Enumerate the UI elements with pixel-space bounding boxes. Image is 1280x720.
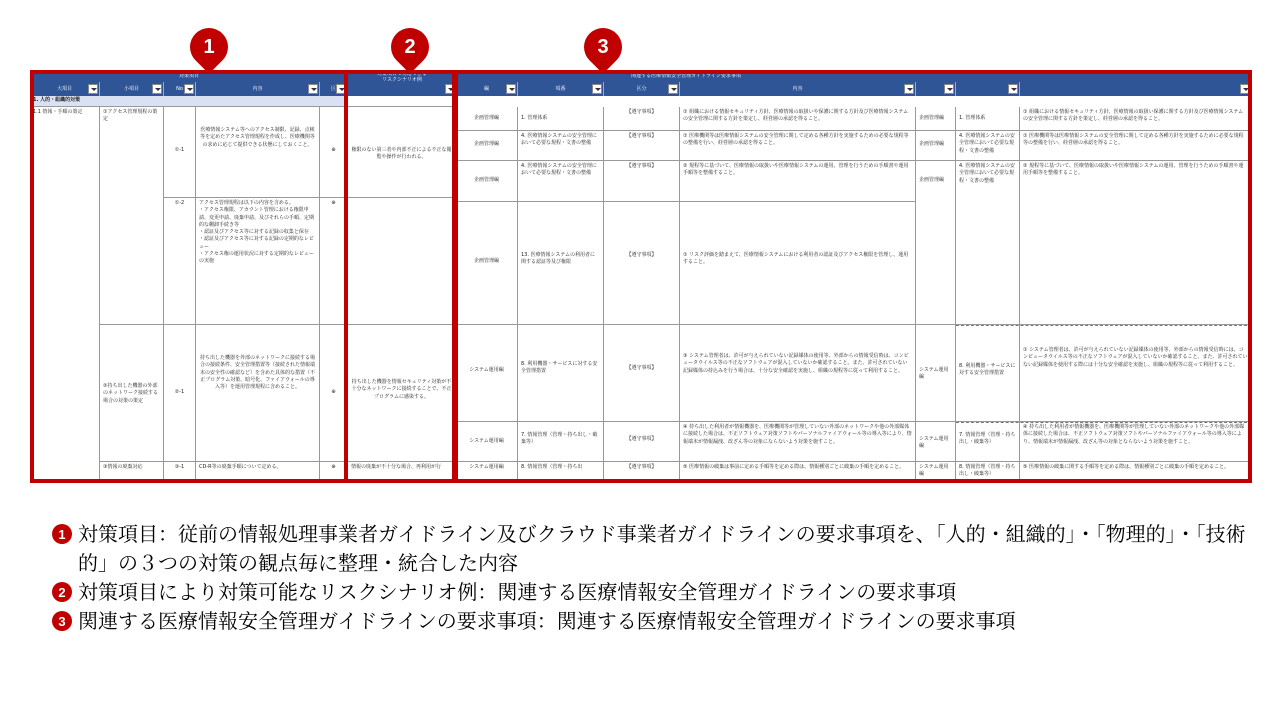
legend-number-1: 1	[52, 524, 72, 544]
legend-text-1: 対策項目：従前の情報処理事業者ガイドライン及びクラウド事業者ガイドラインの要求事項を、「人的・組織的」・「物理的」・「技術的」の３つの対策の観点毎に整理・統合した内容	[78, 522, 1246, 575]
req-naiyou: ② 規程等に基づいて、医療情報の取扱いや医療情報システムの運用、管理を行うための手順書や運用手順等を整備すること。	[680, 161, 916, 202]
item-mark: ⊕	[320, 462, 348, 483]
col-header-hen[interactable]	[456, 82, 518, 96]
filter-dropdown-icon[interactable]	[1008, 84, 1018, 94]
risk-scenario-empty	[348, 198, 456, 325]
req-kubun: 【遵守事項】	[604, 422, 680, 462]
section-label: 1. 人的・組織的対策	[30, 96, 348, 107]
extra-b: 7. 情報管理（管理・持ち出し・破棄等）	[956, 422, 1020, 462]
filter-dropdown-icon[interactable]	[944, 84, 954, 94]
col-header-hen-label: 編	[483, 86, 489, 92]
req-kubun: 【遵守事項】	[604, 161, 680, 202]
item-content: CD-R等の廃棄手順について定める。	[196, 462, 320, 483]
extra-a: システム運用編	[916, 462, 956, 483]
col-header-extra-a[interactable]	[916, 82, 956, 96]
filter-dropdown-icon[interactable]	[592, 84, 602, 94]
extra-c: ② 規程等に基づいて、医療情報の取扱いや医療情報システムの運用、管理を行うための手順書や運用手順等を整備すること。	[1020, 161, 1252, 325]
col-header-kubun2[interactable]	[604, 82, 680, 96]
extra-c: ① 医療機関等は医療情報システムの安全管理に関して定める各種方針を実施するために必要な規程等の整備を行い、経営層の承認を得ること。	[1020, 131, 1252, 161]
col-header-risk[interactable]	[348, 82, 456, 96]
legend-text-3: 関連する医療情報安全管理ガイドラインの要求事項：関連する医療情報安全管理ガイドラインの要求事項	[78, 609, 1016, 633]
req-kouban: 8. 情報管理（管理・持ち出	[518, 462, 604, 483]
req-naiyou: ① リスク評価を踏まえて、医療情報システムにおける利用者の認証及びアクセス権限を管理し、運用すること。	[680, 202, 916, 325]
req-kouban: 13. 医療情報システムの利用者に関する認証等及び権限	[518, 202, 604, 325]
req-naiyou: ① 組織における情報セキュリティ方針、医療情報の取扱いや保護に関する方針及び医療情報システムの安全管理に関する方針を策定し、経営層の承認を得ること。	[680, 107, 916, 131]
req-hen: システム運用編	[456, 422, 518, 462]
filter-dropdown-icon[interactable]	[506, 84, 516, 94]
group-header-guideline: 関連する医療情報安全管理ガイドライン要求事項	[456, 70, 916, 82]
extra-a: 企画管理編	[916, 161, 956, 325]
col-header-kubun-label: 区	[330, 86, 336, 92]
item-no: ①-2	[164, 198, 196, 325]
spreadsheet	[30, 70, 1252, 483]
filter-dropdown-icon[interactable]	[445, 84, 455, 94]
req-kouban: 4. 医療情報システムの安全管理において必要な規程・文書の整備	[518, 131, 604, 161]
item-mark: ⊕	[320, 107, 348, 198]
extra-b: 1. 管理体系	[956, 107, 1020, 131]
item-no: ②-1	[164, 325, 196, 462]
legend	[52, 520, 1252, 636]
item-no: ①-1	[164, 107, 196, 198]
legend-item-1	[52, 520, 1252, 578]
legend-text-2: 対策項目により対策可能なリスクシナリオ例：関連する医療情報安全管理ガイドラインの要求事項	[78, 580, 957, 604]
callout-marker-1-number: 1	[203, 35, 215, 58]
req-kouban: 8. 利用機器・サービスに対する安全管理措置	[518, 325, 604, 422]
legend-number-2: 2	[52, 582, 72, 602]
filter-dropdown-icon[interactable]	[152, 84, 162, 94]
section-row-filler	[348, 96, 456, 107]
item-mark: ⊕	[320, 198, 348, 325]
col-header-major[interactable]	[30, 82, 100, 96]
extra-a: 企画管理編	[916, 107, 956, 131]
col-header-major-label: 大項目	[56, 86, 72, 92]
extra-a: システム運用編	[916, 422, 956, 462]
req-naiyou: ④ 持ち出した利用者が情報機器を、医療機関等が管理していない外部のネットワークや他の外部媒体に接続した場合は、不正ソフトウェア対策ソフトやパーソナルファイアウォール等の導入等により、情報端末が情報漏洩、改ざん等の対象にならないよう対策を施すこと。	[680, 422, 916, 462]
col-header-no-label: No	[176, 86, 183, 92]
extra-c: ④ 持ち出した利用者が情報機器を、医療機関等が管理していない外部のネットワークや他の外部媒体に接続した場合は、不正ソフトウェア対策ソフトやパーソナルファイアウォール等の導入等により、情報端末が情報漏洩、改ざん等の対象とならないよう対策を施すこと。	[1020, 422, 1252, 462]
req-kubun: 【遵守事項】	[604, 462, 680, 483]
col-header-minor[interactable]	[100, 82, 164, 96]
callout-marker-3-number: 3	[597, 35, 609, 58]
req-hen: 企画管理編	[456, 161, 518, 202]
legend-item-3	[52, 607, 1252, 636]
req-naiyou: ⑤ 医療情報の破棄は事前に定める手順等を定める際は、情報種別ごとに破棄の手順を定めること。	[680, 462, 916, 483]
col-header-kouban[interactable]	[518, 82, 604, 96]
req-hen: 企画管理編	[456, 131, 518, 161]
item-content: 医療情報システム等へのアクセス制限、記録、点検等を定めたアクセス管理規程を作成し、医療機関等の求めに応じて提供できる状態にしておくこと。	[196, 107, 320, 198]
req-kubun: 【遵守事項】	[604, 202, 680, 325]
legend-item-2	[52, 578, 1252, 607]
col-header-naiyou-label: 内容	[792, 86, 803, 92]
minor-item: ③情報の廃棄対応	[100, 462, 164, 483]
dashed-separator	[956, 325, 1252, 326]
major-item: 1.1 情報・手順の策定	[30, 107, 100, 483]
extra-b: 8. 情報管理（管理・持ち出し・破棄等）	[956, 462, 1020, 483]
req-kouban: 7. 情報管理（管理・持ち出し・破棄等）	[518, 422, 604, 462]
col-header-kubun2-label: 区分	[636, 86, 647, 92]
col-header-content-label: 内容	[252, 86, 263, 92]
item-mark: ⊕	[320, 325, 348, 462]
req-hen: システム運用編	[456, 325, 518, 422]
group-header-countermeasures: 対策項目	[30, 70, 348, 82]
legend-number-3: 3	[52, 611, 72, 631]
col-header-extra-b[interactable]	[956, 82, 1020, 96]
col-header-content[interactable]	[196, 82, 320, 96]
item-no: ③-1	[164, 462, 196, 483]
extra-b: 8. 利用機器・サービスに対する安全管理措置	[956, 325, 1020, 422]
group-header-risk-scenario: 対策項目で対応できる リスクシナリオ例	[348, 70, 456, 96]
extra-a: 企画管理編	[916, 131, 956, 161]
extra-c: ① 組織における情報セキュリティ方針、医療情報の取扱い保護に関する方針及び医療情報システムの安全管理に関する方針を策定し、経営層の承認を得ること。	[1020, 107, 1252, 131]
callout-marker-2	[383, 20, 437, 74]
extra-a: システム運用編	[916, 325, 956, 422]
col-header-kubun[interactable]	[320, 82, 348, 96]
filter-dropdown-icon[interactable]	[1240, 84, 1250, 94]
req-naiyou: ③ システム管理者は、許可が与えられていない記録媒体の使用等、外部からの情報受信時は、コンピュータウイルス等の不正なソフトウェアが混入していないか確認すること。また、許可されていない記録媒体の持込みを行う場合は、十分な安全確認を実施し、組織の規程等に従って利用すること。	[680, 325, 916, 422]
col-header-extra-c[interactable]	[1020, 82, 1252, 96]
filter-dropdown-icon[interactable]	[88, 84, 98, 94]
item-content: 持ち出した機器を外部のネットワークに接続する場合の接続条件、安全管理措置等（接続された情報端末の安全性の確認など）を含めた具体的な措置（不正プログラム対策、暗号化、ファイアウォールの導入等）を運用管理規程に含めること。	[196, 325, 320, 462]
risk-scenario: 情報の廃棄が不十分な場合、再利用が行	[348, 462, 456, 483]
col-header-no[interactable]	[164, 82, 196, 96]
extra-b: 4. 医療情報システムの安全管理において必要な規程・文書の整備	[956, 131, 1020, 161]
req-kubun: 【遵守事項】	[604, 325, 680, 422]
extra-b: 4. 医療情報システムの安全管理において必要な規程・文書の整備	[956, 161, 1020, 325]
filter-dropdown-icon[interactable]	[336, 84, 346, 94]
col-header-naiyou[interactable]	[680, 82, 916, 96]
callout-marker-1	[182, 20, 236, 74]
group-header-extra	[916, 70, 1252, 82]
minor-item: ②持ち出した機器の外部のネットワーク接続する場合の対策の策定	[100, 325, 164, 462]
req-hen: システム運用編	[456, 462, 518, 483]
callout-marker-2-number: 2	[404, 35, 416, 58]
dashed-separator	[956, 422, 1252, 423]
filter-dropdown-icon[interactable]	[184, 84, 194, 94]
risk-scenario: 権限のない第三者や内部不正による不正な閲覧や操作が行われる。	[348, 107, 456, 198]
req-hen: 企画管理編	[456, 107, 518, 131]
req-naiyou: ① 医療機関等は医療情報システムの安全管理に関して定める各種方針を実施するための必要な規程等の整備を行い、経営層の承認を得ること。	[680, 131, 916, 161]
req-kouban: 1. 管理体系	[518, 107, 604, 131]
req-kouban: 4. 医療情報システムの安全管理において必要な規程・文書の整備	[518, 161, 604, 202]
filter-dropdown-icon[interactable]	[904, 84, 914, 94]
filter-dropdown-icon[interactable]	[668, 84, 678, 94]
callout-marker-3	[576, 20, 630, 74]
minor-item: ①アクセス管理規程の策定	[100, 107, 164, 325]
req-hen: 企画管理編	[456, 202, 518, 325]
extra-c: ⑤ 医療情報の破棄に関する手順等を定める際は、情報種別ごとに破棄の手順を定めること。	[1020, 462, 1252, 483]
req-kubun: 【遵守事項】	[604, 107, 680, 131]
filter-dropdown-icon[interactable]	[308, 84, 318, 94]
item-content: アクセス管理規程は以下の内容を含める。 ・アクセス権限、アカウント管理における権限申請、変更申請、廃棄申請、及びそれらの手順、定期的な棚卸手続き等 ・認証及びアクセス等に対する記録の収集と保存 ・認証及びアクセス等に対する記録の定期的なレビュー ・アクセス権の運用状況に対する定期的なレビューの実施	[196, 198, 320, 325]
col-header-kouban-label: 項番	[555, 86, 566, 92]
risk-scenario: 持ち出した機器を情報セキュリティ対策が不十分なネットワークに接続することで、不正プログラムに感染する。	[348, 325, 456, 462]
extra-c: ① システム管理者は、許可が与えられていない記録媒体の使用等、外部からの情報受信時には、コンピュータウイルス等の不正なソフトウェアが混入していないか確認すること。また、許可されていない記録媒体を使用する際には十分な安全確認を実施し、組織の規程等に従って利用すること。	[1020, 325, 1252, 422]
col-header-minor-label: 小項目	[123, 86, 139, 92]
req-kubun: 【遵守事項】	[604, 131, 680, 161]
